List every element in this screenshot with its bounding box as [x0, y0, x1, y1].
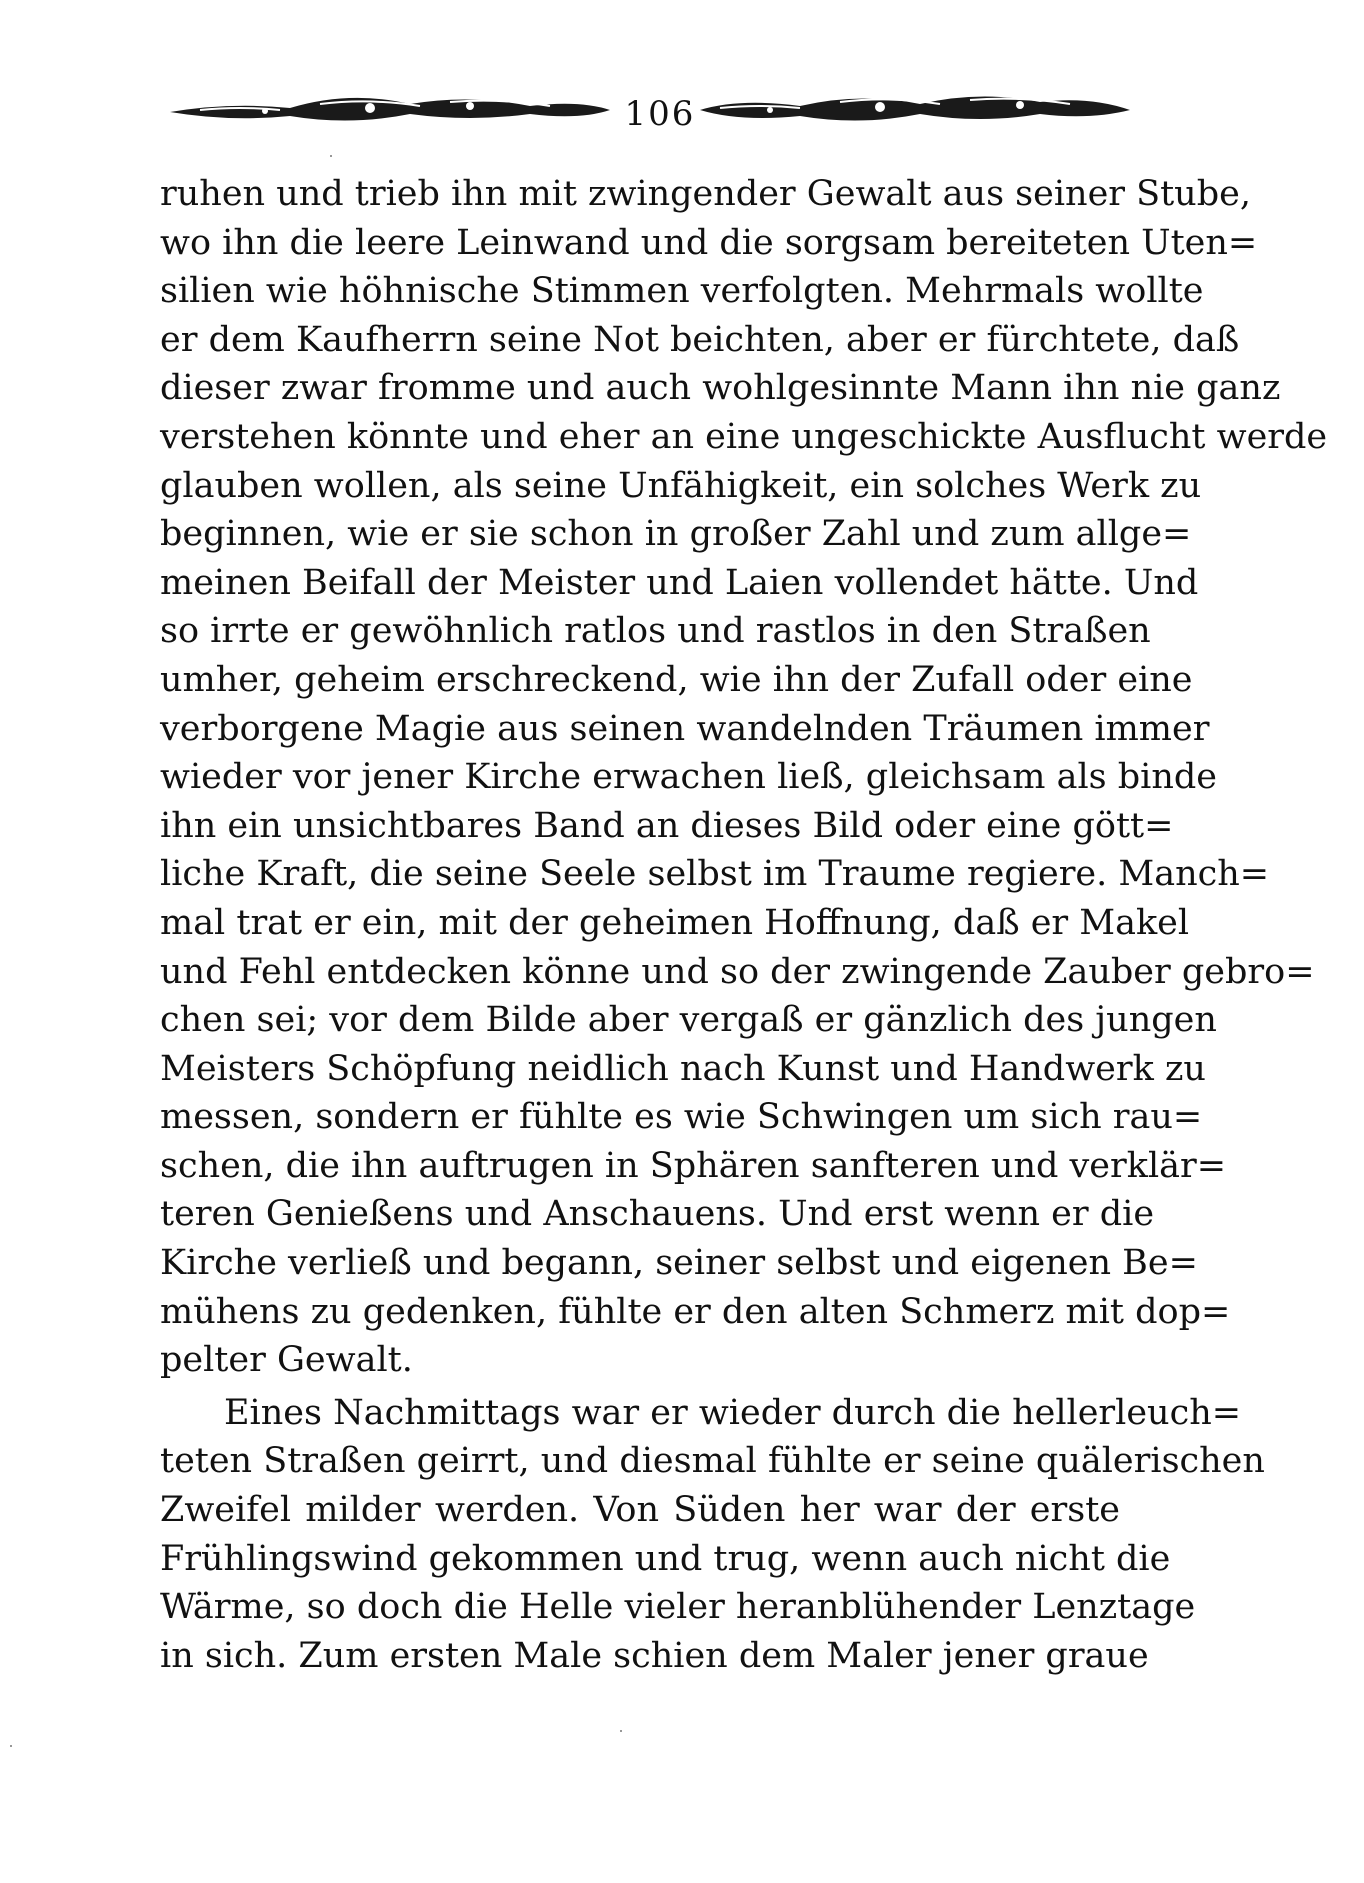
text-line: chen sei; vor dem Bilde aber vergaß er gänzlich des jungen — [160, 1000, 1217, 1041]
scan-speck — [10, 1745, 12, 1747]
text-line: teren Genießens und Anschauens. Und erst wenn er die — [160, 1194, 1155, 1235]
paragraph-1 — [160, 170, 1328, 1385]
scan-speck — [620, 1730, 622, 1732]
text-line: schen, die ihn auftrugen in Sphären sanfteren und verklär= — [160, 1145, 1227, 1186]
text-line: wo ihn die leere Leinwand und die sorgsam bereiteten Uten= — [160, 222, 1258, 263]
left-ornament-icon — [170, 80, 615, 140]
text-line: meinen Beifall der Meister und Laien vollendet hätte. Und — [160, 562, 1199, 603]
text-line: Wärme, so doch die Helle vieler heranblühender Lenztage — [160, 1587, 1196, 1628]
page-header — [170, 80, 1130, 140]
text-line: ihn ein unsichtbares Band an dieses Bild oder eine gött= — [160, 805, 1174, 846]
text-line: und Fehl entdecken könne und so der zwingende Zauber gebro= — [160, 951, 1315, 992]
text-line: teten Straßen geirrt, und diesmal fühlte er seine quälerischen — [160, 1441, 1265, 1482]
text-line: wieder vor jener Kirche erwachen ließ, gleichsam als binde — [160, 757, 1217, 798]
text-line: dieser zwar fromme und auch wohlgesinnte Mann ihn nie ganz — [160, 368, 1281, 409]
text-line: er dem Kaufherrn seine Not beichten, aber er fürchtete, daß — [160, 319, 1240, 360]
text-line: mühens zu gedenken, fühlte er den alten Schmerz mit dop= — [160, 1291, 1231, 1332]
page-body — [160, 170, 1328, 1680]
text-line: in sich. Zum ersten Male schien dem Maler jener graue — [160, 1635, 1149, 1676]
text-line: pelter Gewalt. — [160, 1340, 413, 1381]
text-line: Meisters Schöpfung neidlich nach Kunst und Handwerk zu — [160, 1048, 1206, 1089]
text-line: ruhen und trieb ihn mit zwingender Gewalt aus seiner Stube, — [160, 174, 1251, 214]
text-line: beginnen, wie er sie schon in großer Zahl und zum allge= — [160, 514, 1192, 555]
text-line: messen, sondern er fühlte es wie Schwingen um sich rau= — [160, 1097, 1203, 1138]
scan-speck — [330, 155, 332, 157]
text-line: so irrte er gewöhnlich ratlos und rastlos in den Straßen — [160, 611, 1151, 652]
text-line: verstehen könnte und eher an eine ungeschickte Ausflucht werde — [160, 416, 1328, 457]
text-line: Zweifel milder werden. Von Süden her war der erste — [160, 1490, 1120, 1531]
page-number: 106 — [624, 94, 696, 134]
text-line: umher, geheim erschreckend, wie ihn der Zufall oder eine — [160, 659, 1193, 700]
text-line: Eines Nachmittags war er wieder durch die hellerleuch= — [224, 1392, 1242, 1433]
text-line: Frühlingswind gekommen und trug, wenn auch nicht die — [160, 1538, 1171, 1579]
right-ornament-icon — [700, 80, 1130, 140]
text-line: liche Kraft, die seine Seele selbst im Traume regiere. Manch= — [160, 854, 1270, 895]
text-line: silien wie höhnische Stimmen verfolgten. Mehrmals wollte — [160, 271, 1204, 312]
text-line: mal trat er ein, mit der geheimen Hoffnung, daß er Makel — [160, 902, 1190, 943]
text-line: verborgene Magie aus seinen wandelnden Träumen immer — [160, 708, 1210, 749]
paragraph-2 — [160, 1389, 1265, 1681]
text-line: glauben wollen, als seine Unfähigkeit, ein solches Werk zu — [160, 465, 1202, 506]
text-line: Kirche verließ und begann, seiner selbst und eigenen Be= — [160, 1243, 1198, 1284]
